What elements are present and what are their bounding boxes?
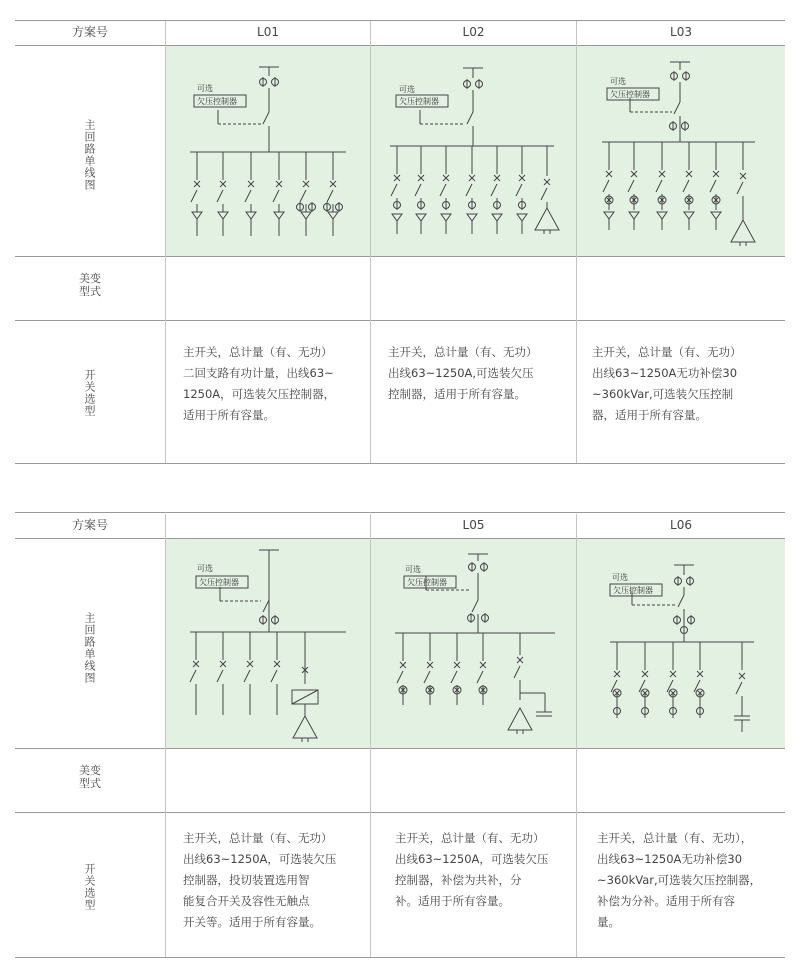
switch-blade — [710, 180, 716, 192]
header-scheme-l02: L02 — [462, 25, 485, 39]
label-undervoltage-l05: 欠压控制器 — [407, 578, 447, 587]
description-l05: 主开关，总计量（有、无功） 出线63~1250A，可选装欠压 控制器，补偿为共补，分 补。适用于所有容量。 — [395, 831, 549, 908]
main-switch — [678, 595, 684, 607]
terminal-triangle — [467, 214, 477, 221]
capacitor-bank — [535, 208, 559, 230]
terminal-triangle — [416, 214, 426, 221]
terminal-triangle — [604, 212, 614, 219]
row-label-text: 美变型式 — [79, 272, 101, 298]
switch-blade — [244, 670, 250, 682]
label-undervoltage-l04: 欠压控制器 — [199, 578, 239, 587]
switch-blade — [327, 190, 333, 202]
switch-blade — [628, 180, 634, 192]
header-scheme-label: 方案号 — [71, 518, 108, 532]
header-scheme-l06: L06 — [670, 518, 692, 532]
switch-blade — [477, 671, 483, 683]
row-label-text: 美变型式 — [79, 764, 101, 790]
switch-blade — [440, 184, 446, 196]
terminal-triangle — [218, 212, 228, 219]
terminal-triangle — [441, 214, 451, 221]
compensation-unit — [292, 690, 318, 704]
switch-blade — [514, 666, 520, 678]
header-scheme-label: 方案号 — [71, 25, 108, 39]
description-l02: 主开关，总计量（有、无功） 出线63~1250A,可选装欠压 控制器，适用于所有容量。 — [388, 345, 538, 401]
capacitor-bank — [293, 716, 317, 738]
header-scheme-l05: L05 — [462, 518, 485, 532]
label-optional-l05: 可选 — [405, 565, 421, 574]
capacitor-bank — [508, 708, 532, 730]
description-l03: 主开关，总计量（有、无功） 出线63~1250A无功补偿30 ~360kVar,可选装欠压控制 器，适用于所有容量。 — [592, 345, 742, 422]
switch-blade — [737, 182, 743, 194]
main-switch — [263, 600, 269, 612]
terminal-triangle — [657, 212, 667, 219]
switch-blade — [271, 670, 277, 682]
label-optional-l01: 可选 — [197, 84, 213, 93]
switch-blade — [466, 184, 472, 196]
terminal-triangle — [711, 212, 721, 219]
main-switch — [467, 112, 473, 124]
terminal-triangle — [274, 212, 284, 219]
label-optional-l02: 可选 — [399, 85, 415, 94]
switch-blade — [190, 670, 196, 682]
terminal-triangle — [492, 214, 502, 221]
switch-blade — [397, 671, 403, 683]
row-label-switch-selection: 开关选型 — [83, 863, 96, 911]
row-label-single-line-diagram: 主回路单线图 — [83, 612, 96, 684]
terminal-triangle — [301, 212, 311, 219]
switch-blade — [451, 671, 457, 683]
terminal-triangle — [246, 212, 256, 219]
terminal-triangle — [392, 214, 402, 221]
capacitor-bank — [731, 220, 755, 242]
terminal-triangle — [328, 212, 338, 219]
switch-blade — [245, 190, 251, 202]
row-label-switch-selection: 开关选型 — [83, 369, 96, 417]
switch-blade — [191, 190, 197, 202]
switch-blade — [656, 180, 662, 192]
description-l06: 主开关，总计量（有、无功）， 出线63~1250A无功补偿30 ~360kVar,可选装欠压控制器， 补偿为分补。适用于所有容 量。 — [597, 831, 762, 929]
terminal-triangle — [192, 212, 202, 219]
schematic-graphics — [190, 62, 755, 742]
switch-blade — [391, 184, 397, 196]
main-switch — [263, 112, 269, 124]
switch-blade — [217, 190, 223, 202]
switch-blade — [736, 682, 742, 694]
main-switch — [472, 600, 478, 612]
label-undervoltage-l06: 欠压控制器 — [613, 586, 653, 595]
switch-blade — [491, 184, 497, 196]
switch-blade — [516, 184, 522, 196]
header-scheme-l03: L03 — [670, 25, 692, 39]
label-undervoltage-l01: 欠压控制器 — [197, 97, 237, 106]
switch-blade — [273, 190, 279, 202]
switch-blade — [603, 180, 609, 192]
label-optional-l03: 可选 — [610, 77, 626, 86]
header-scheme-l01: L01 — [257, 25, 279, 39]
switch-blade — [217, 670, 223, 682]
terminal-triangle — [629, 212, 639, 219]
label-optional-l06: 可选 — [612, 573, 628, 582]
switch-blade — [683, 180, 689, 192]
switch-blade — [424, 671, 430, 683]
description-l01: 主开关，总计量（有、无功） 二回支路有功计量，出线63~ 1250A，可选装欠压控制器， 适用于所有容量。 — [183, 345, 336, 422]
row-label-single-line-diagram: 主回路单线图 — [83, 119, 96, 191]
main-switch — [674, 102, 680, 114]
description-l04: 主开关，总计量（有、无功） 出线63~1250A，可选装欠压 控制器，投切装置选用智 能复合开关及容性无触点 开关等。适用于所有容量。 — [183, 831, 337, 929]
label-undervoltage-l03: 欠压控制器 — [610, 90, 650, 99]
terminal-triangle — [517, 214, 527, 221]
switch-blade — [541, 188, 547, 200]
switch-blade — [300, 190, 306, 202]
label-undervoltage-l02: 欠压控制器 — [399, 97, 439, 106]
terminal-triangle — [684, 212, 694, 219]
label-optional-l04: 可选 — [197, 564, 213, 573]
switch-blade — [415, 184, 421, 196]
